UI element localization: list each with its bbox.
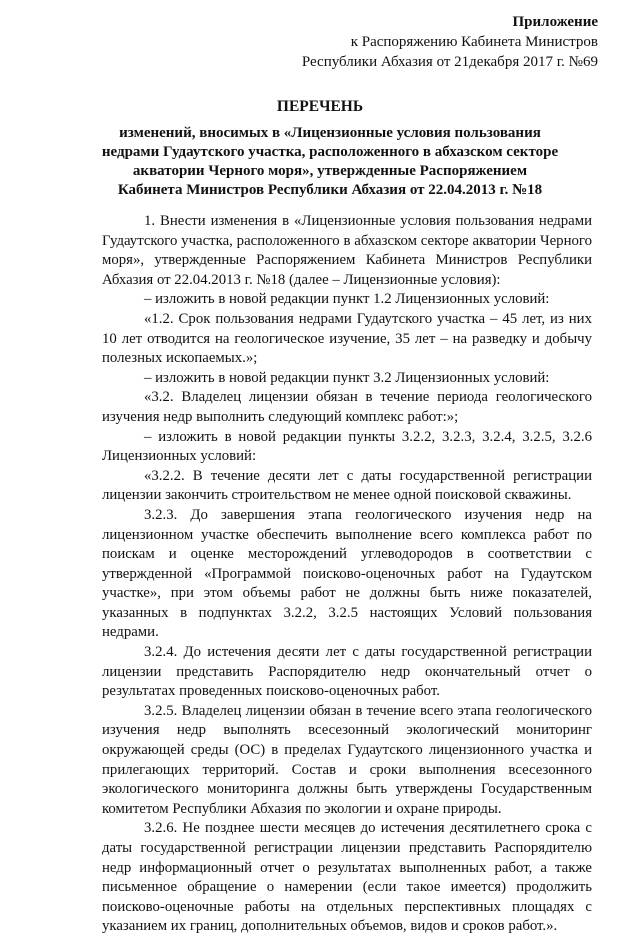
appendix-reference-line-2: Республики Абхазия от 21декабря 2017 г. №69 <box>301 54 598 70</box>
paragraph: «3.2.2. В течение десяти лет с даты государственной регистрации лицензии закончить строительством не менее одной поисковой скважины. <box>102 467 592 504</box>
document-title: ПЕРЕЧЕНЬ <box>276 98 364 115</box>
paragraph: – изложить в новой редакции пункты 3.2.2, 3.2.3, 3.2.4, 3.2.5, 3.2.6 Лицензионных условий: <box>102 428 592 465</box>
appendix-header <box>302 12 598 72</box>
paragraph: 3.2.3. До завершения этапа геологического изучения недр на лицензионном участке обеспечить выполнение всего комплекса работ по поискам и оценке месторождений углеводородов в соответствии с утвержденной «Программой поисково-оценочных работ на Гудаутском участке», при этом объемы работ не должны быть ниже показателей, указанных в подпунктах 3.2.2, 3.2.5 настоящих Условий пользования недрами. <box>102 506 592 641</box>
paragraph: «3.2. Владелец лицензии обязан в течение периода геологического изучения недр выполнить следующий комплекс работ:»; <box>102 389 592 425</box>
document-subtitle <box>100 124 560 200</box>
subtitle-line-2: недрами Гудаутского участка, расположенного в абхазском секторе <box>101 144 559 160</box>
paragraph: «1.2. Срок пользования недрами Гудаутского участка – 45 лет, из них 10 лет отводится на геологическое изучение, 35 лет – на разведку и добычу полезных ископаемых.»; <box>102 310 592 367</box>
appendix-label: Приложение <box>512 14 598 30</box>
paragraph: 1. Внести изменения в «Лицензионные условия пользования недрами Гудаутского участка, расположенного в абхазском секторе акватории Черного моря», утвержденные Распоряжением Кабинета Министров Республики Абхазия от 22.04.2013 г. №18 (далее – Лицензионные условия): <box>102 213 592 288</box>
subtitle-line-1: изменений, вносимых в «Лицензионные условия пользования <box>119 125 541 141</box>
paragraph: 3.2.4. До истечения десяти лет с даты государственной регистрации лицензии представить Распорядителю недр окончательный отчет о результатах проведенных поисково-оценочных работ. <box>102 644 592 700</box>
paragraph: 3.2.6. Не позднее шести месяцев до истечения десятилетнего срока с даты государственной регистрации лицензии представить Распорядителю недр информационный отчет о результатах выполненных работ, а также письменное обращение о намерении (если такое имеется) продолжить поисково-оценочные работы на отдельных перспективных площадях с указанием их границ, дополнительных объемов, видов и сроков работ.». <box>102 820 592 935</box>
subtitle-line-3: акватории Черного моря», утвержденные Распоряжением <box>132 163 528 179</box>
subtitle-line-4: Кабинета Министров Республики Абхазия от 22.04.2013 г. №18 <box>117 182 543 198</box>
paragraph: – изложить в новой редакции пункт 3.2 Лицензионных условий: <box>144 369 550 386</box>
paragraph: 3.2.5. Владелец лицензии обязан в течение всего этапа геологического изучения недр выполнять всесезонный экологический мониторинг окружающей среды (ОС) в пределах Гудаутского лицензионного участка и прилегающих территорий. Состав и сроки выполнения всесезонного экологического мониторинга должны быть утверждены Государственным комитетом Республики Абхазия по экологии и охране природы. <box>102 702 592 817</box>
paragraph: – изложить в новой редакции пункт 1.2 Лицензионных условий: <box>144 291 550 308</box>
document-body <box>102 212 592 937</box>
appendix-reference-line-1: к Распоряжению Кабинета Министров <box>350 34 598 50</box>
